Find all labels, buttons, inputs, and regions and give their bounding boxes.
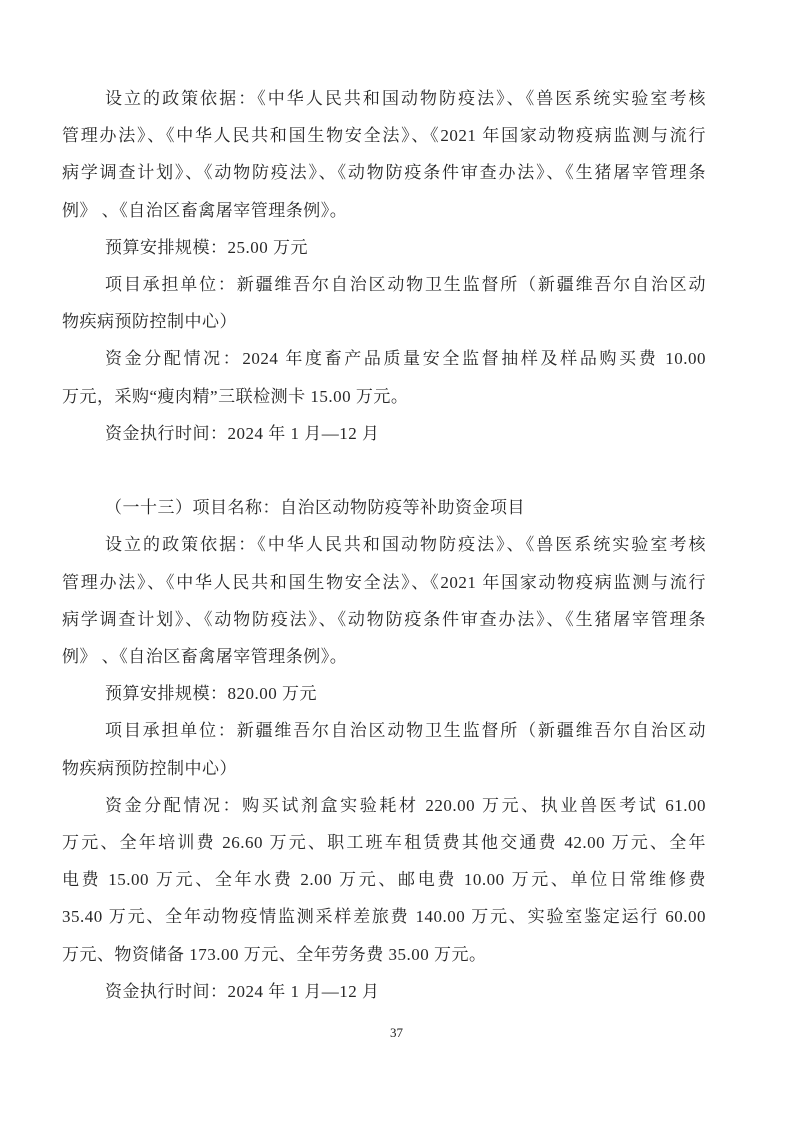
text-line: 资金执行时间：2024 年 1 月—12 月 xyxy=(105,423,380,443)
text-line: 管理办法》、《中华人民共和国生物安全法》、《2021 年国家动物疫病监测与流行 xyxy=(62,572,706,592)
text-line: 资金分配情况：购买试剂盒实验耗材 220.00 万元、执业兽医考试 61.00 xyxy=(105,795,706,815)
text-line: 万元、物资储备 173.00 万元、全年劳务费 35.00 万元。 xyxy=(62,944,487,964)
paragraph-fund-allocation-b xyxy=(62,787,706,973)
text-line: 例》 、《自治区畜禽屠宰管理条例》。 xyxy=(62,200,348,220)
page-number: 37 xyxy=(390,1025,403,1040)
text-line: 病学调查计划》、《动物防疫法》、《动物防疫条件审查办法》、《生猪屠宰管理条 xyxy=(62,163,706,183)
text-line: 例》 、《自治区畜禽屠宰管理条例》。 xyxy=(62,647,348,667)
paragraph-budget-scale-b xyxy=(62,675,706,712)
text-line: 物疾病预防控制中心） xyxy=(62,312,237,332)
text-line: 设立的政策依据：《中华人民共和国动物防疫法》、《兽医系统实验室考核 xyxy=(105,535,706,555)
text-line: 物疾病预防控制中心） xyxy=(62,758,237,778)
text-line: （一十三）项目名称：自治区动物防疫等补助资金项目 xyxy=(105,498,525,518)
text-line: 资金分配情况：2024 年度畜产品质量安全监督抽样及样品购买费 10.00 xyxy=(105,349,706,369)
text-line: 万元、全年培训费 26.60 万元、职工班车租赁费其他交通费 42.00 万元、全年 xyxy=(62,833,706,853)
text-line: 万元，采购“瘦肉精”三联检测卡 15.00 万元。 xyxy=(62,386,409,406)
paragraph-spacer xyxy=(62,452,706,489)
text-line: 预算安排规模：820.00 万元 xyxy=(105,684,317,704)
text-line: 资金执行时间：2024 年 1 月—12 月 xyxy=(105,981,380,1001)
text-line: 项目承担单位：新疆维吾尔自治区动物卫生监督所（新疆维吾尔自治区动 xyxy=(105,275,706,295)
paragraph-policy-basis-b xyxy=(62,526,706,675)
paragraph-budget-scale-a xyxy=(62,229,706,266)
text-line: 病学调查计划》、《动物防疫法》、《动物防疫条件审查办法》、《生猪屠宰管理条 xyxy=(62,609,706,629)
paragraph-execution-time-a xyxy=(62,415,706,452)
text-line: 35.40 万元、全年动物疫情监测采样差旅费 140.00 万元、实验室鉴定运行 60.00 xyxy=(62,907,706,927)
paragraph-execution-time-b xyxy=(62,973,706,1010)
paragraph-policy-basis-a xyxy=(62,80,706,229)
page-content xyxy=(62,80,706,1010)
text-line: 设立的政策依据：《中华人民共和国动物防疫法》、《兽医系统实验室考核 xyxy=(105,89,706,108)
text-line: 电费 15.00 万元、全年水费 2.00 万元、邮电费 10.00 万元、单位日常维修费 xyxy=(62,870,706,890)
paragraph-project-title-b xyxy=(62,489,706,526)
paragraph-undertaker-a xyxy=(62,266,706,340)
paragraph-fund-allocation-a xyxy=(62,340,706,414)
paragraph-undertaker-b xyxy=(62,712,706,786)
text-line: 管理办法》、《中华人民共和国生物安全法》、《2021 年国家动物疫病监测与流行 xyxy=(62,126,706,146)
page-footer xyxy=(0,1024,793,1042)
text-line: 项目承担单位：新疆维吾尔自治区动物卫生监督所（新疆维吾尔自治区动 xyxy=(105,721,706,741)
text-line: 预算安排规模：25.00 万元 xyxy=(105,237,308,257)
